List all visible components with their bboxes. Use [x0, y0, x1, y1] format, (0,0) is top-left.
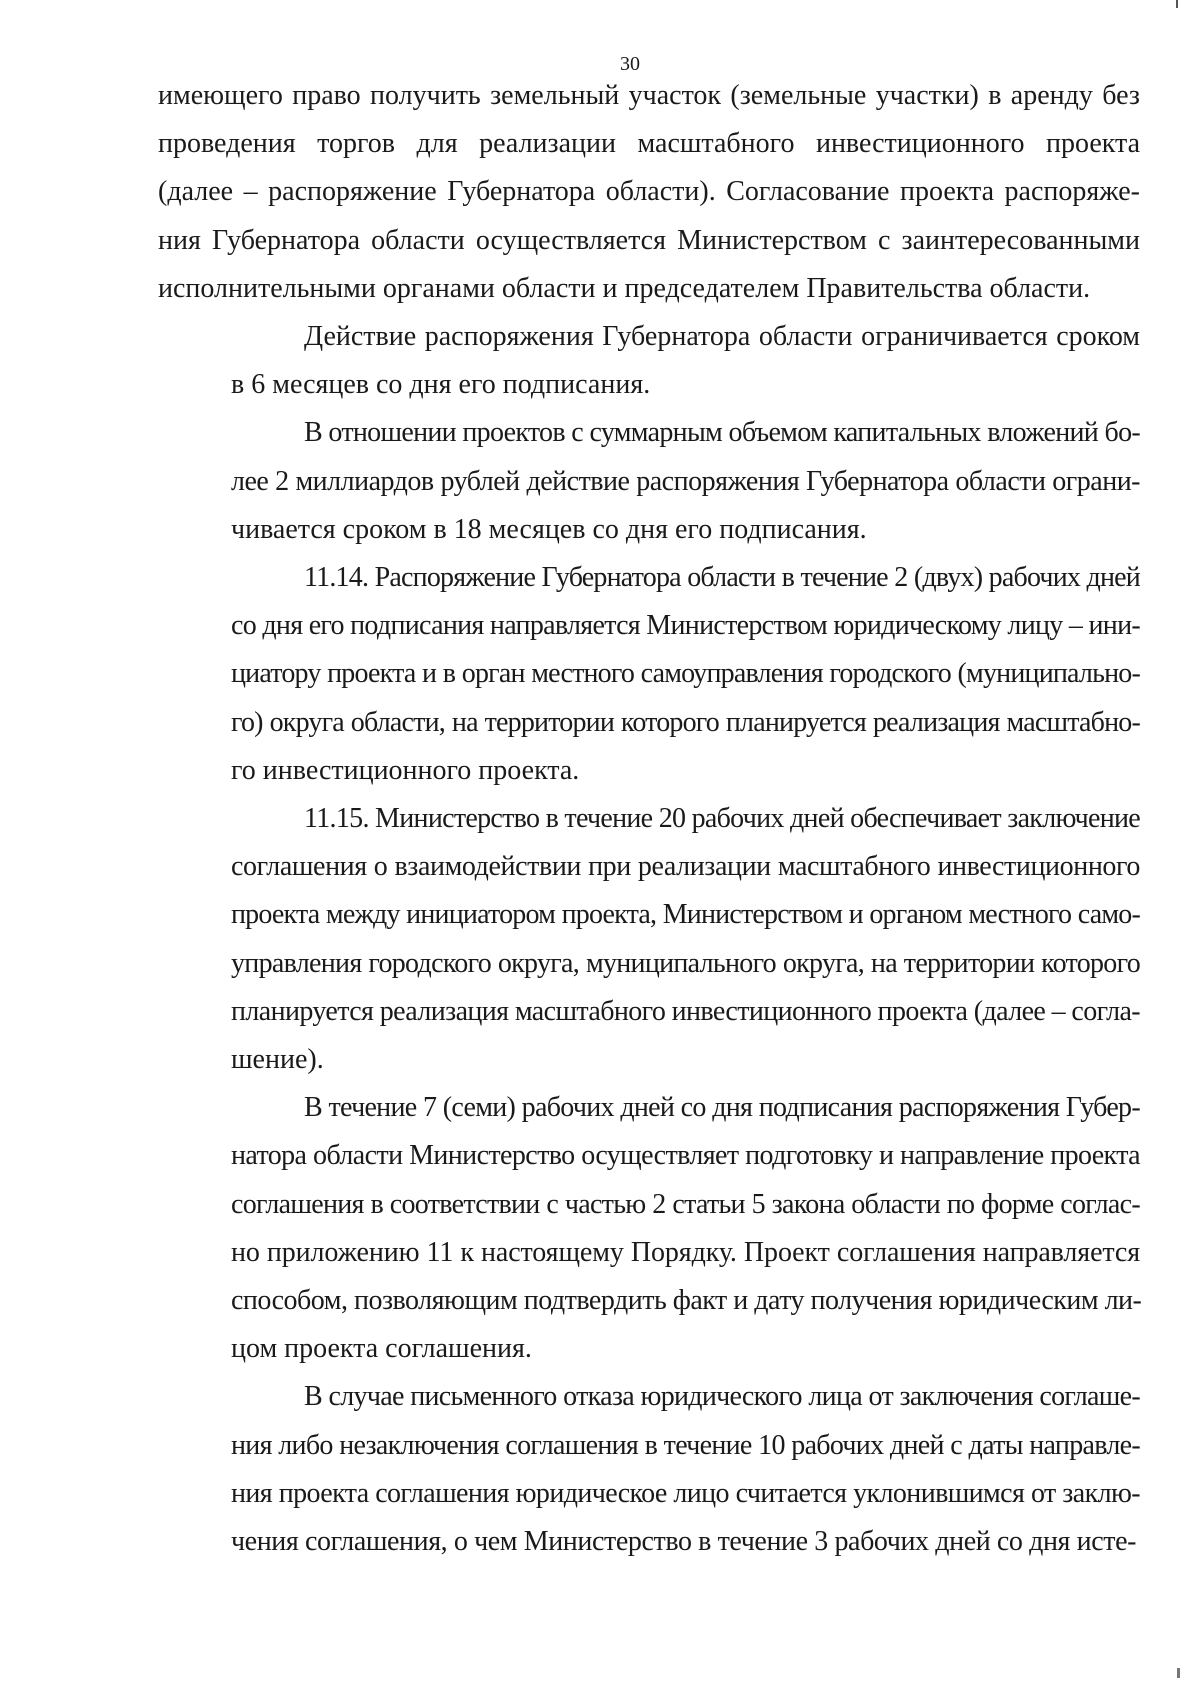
paragraph	[158, 554, 1140, 795]
text-line: управления городского округа, муниципального округа, на территории которого	[231, 947, 1140, 979]
paragraph	[158, 313, 1140, 409]
text-line: чения соглашения, о чем Министерство в течение 3 рабочих дней со дня исте-	[231, 1526, 1137, 1558]
scan-mark	[1176, 0, 1178, 8]
text-line: шение).	[231, 1044, 324, 1076]
paragraph	[158, 1084, 1140, 1373]
text-line: ния либо незаключения соглашения в течение 10 рабочих дней с даты направле-	[231, 1429, 1140, 1461]
text-line: Действие распоряжения Губернатора области ограничивается сроком	[304, 321, 1140, 353]
text-line: имеющего право получить земельный участок (земельные участки) в аренду без	[158, 80, 1140, 111]
page-number: 30	[620, 53, 640, 75]
paragraph	[158, 409, 1140, 554]
text-line: соглашения о взаимодействии при реализации масштабного инвестиционного	[231, 851, 1140, 883]
text-line: цом проекта соглашения.	[231, 1333, 532, 1365]
text-line: лее 2 миллиардов рублей действие распоряжения Губернатора области ограни-	[231, 465, 1140, 497]
text-line: ния Губернатора области осуществляется Министерством с заинтересованными	[158, 224, 1140, 256]
scan-mark	[1177, 1668, 1180, 1678]
text-line: (далее – распоряжение Губернатора области). Согласование проекта распоряже-	[158, 176, 1140, 208]
text-line: циатору проекта и в орган местного самоуправления городского (муниципально-	[231, 658, 1140, 690]
text-line: чивается сроком в 18 месяцев со дня его подписания.	[231, 513, 867, 545]
text-line: 11.14. Распоряжение Губернатора области в течение 2 (двух) рабочих дней	[304, 562, 1140, 594]
text-line: В отношении проектов с суммарным объемом капитальных вложений бо-	[304, 417, 1140, 449]
text-line: проекта между инициатором проекта, Министерством и органом местного само-	[231, 899, 1140, 931]
text-line: го) округа области, на территории которого планируется реализация масштабно-	[231, 706, 1140, 738]
text-line: В течение 7 (семи) рабочих дней со дня подписания распоряжения Губер-	[304, 1092, 1140, 1124]
paragraph	[158, 72, 1140, 313]
text-line: проведения торгов для реализации масштабного инвестиционного проекта	[158, 128, 1140, 160]
text-line: соглашения в соответствии с частью 2 статьи 5 закона области по форме соглас-	[231, 1188, 1140, 1220]
text-line: го инвестиционного проекта.	[231, 754, 580, 786]
text-line: со дня его подписания направляется Министерством юридическому лицу – ини-	[231, 610, 1140, 642]
paragraph	[158, 1373, 1140, 1566]
text-line: но приложению 11 к настоящему Порядку. Проект соглашения направляется	[231, 1236, 1140, 1268]
text-line: исполнительными органами области и председателем Правительства области.	[158, 272, 1091, 304]
paragraph	[158, 795, 1140, 1084]
text-line: 11.15. Министерство в течение 20 рабочих дней обеспечивает заключение	[304, 803, 1141, 835]
text-line: планируется реализация масштабного инвестиционного проекта (далее – согла-	[231, 995, 1141, 1027]
text-line: натора области Министерство осуществляет подготовку и направление проекта	[231, 1140, 1140, 1172]
text-line: способом, позволяющим подтвердить факт и дату получения юридическим ли-	[231, 1285, 1142, 1317]
text-line: ния проекта соглашения юридическое лицо считается уклонившимся от заклю-	[231, 1477, 1140, 1509]
text-line: в 6 месяцев со дня его подписания.	[231, 369, 651, 401]
text-line: В случае письменного отказа юридического лица от заключения соглаше-	[304, 1381, 1140, 1413]
document-body	[158, 72, 1140, 1566]
